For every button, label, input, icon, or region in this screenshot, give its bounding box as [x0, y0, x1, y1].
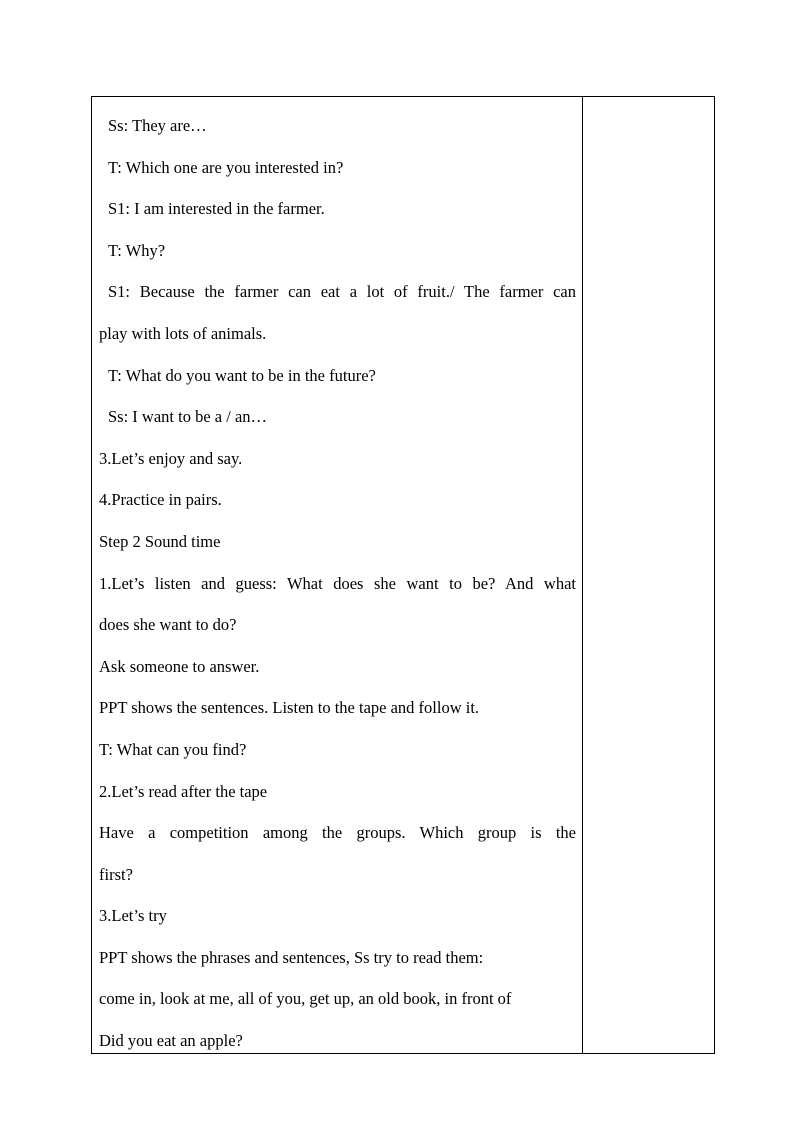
activity-line: Have a competition among the groups. Which group is the	[99, 823, 576, 843]
dialogue-line: T: Which one are you interested in?	[108, 157, 344, 177]
dialogue-line: T: What do you want to be in the future?	[108, 365, 376, 385]
activity-line: first?	[99, 864, 133, 884]
step-heading: Step 2 Sound time	[99, 531, 221, 551]
phrase-list-line: come in, look at me, all of you, get up, an old book, in front of	[99, 989, 512, 1009]
activity-line: PPT shows the sentences. Listen to the tape and follow it.	[99, 698, 480, 718]
notes-cell	[583, 97, 714, 1053]
lesson-plan-table	[91, 96, 715, 1054]
activity-line: 3.Let’s try	[99, 906, 167, 926]
procedure-lines	[99, 105, 576, 1062]
sentence-line: Did you eat an apple?	[99, 1031, 243, 1051]
activity-line: Ask someone to answer.	[99, 656, 260, 676]
dialogue-line: Ss: They are…	[108, 116, 207, 135]
dialogue-line: Ss: I want to be a / an…	[108, 407, 268, 427]
activity-line: does she want to do?	[99, 615, 237, 635]
dialogue-line: play with lots of animals.	[99, 323, 267, 343]
activity-line: 3.Let’s enjoy and say.	[99, 448, 243, 468]
dialogue-line: T: Why?	[108, 240, 166, 260]
teaching-procedure-cell	[92, 97, 582, 1053]
activity-line: 2.Let’s read after the tape	[99, 781, 268, 801]
dialogue-line: S1: Because the farmer can eat a lot of fruit./ The farmer can	[108, 282, 576, 302]
dialogue-line: S1: I am interested in the farmer.	[108, 199, 325, 219]
activity-line: 1.Let’s listen and guess: What does she want to be? And what	[99, 573, 576, 593]
activity-line: 4.Practice in pairs.	[99, 490, 222, 510]
dialogue-line: T: What can you find?	[99, 739, 247, 759]
activity-line: PPT shows the phrases and sentences, Ss try to read them:	[99, 947, 484, 967]
